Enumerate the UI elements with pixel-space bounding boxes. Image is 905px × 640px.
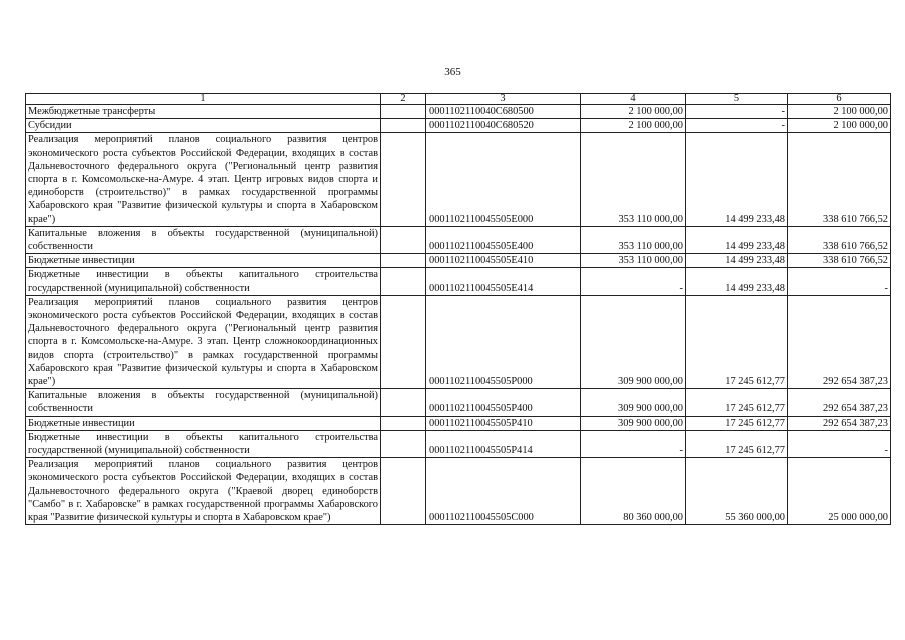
table-row [26, 105, 891, 119]
row-col2-cell [381, 389, 426, 416]
row-name-cell: Реализация мероприятий планов социального развития центров экономического роста субъектов Российской Федерации, входящих в состав Дальневосточного федерального округа ("Региональный центр развития спорта в г. Комсомольске-на-Амуре. 3 этап. Центр сложнокоординационных видов спорта (строительство)" в рамках государственной программы Хабаровского края "Развитие физической культуры и спорта в Хабаровском крае") [26, 295, 381, 388]
table-row [26, 254, 891, 268]
table-row [26, 389, 891, 416]
row-code-cell: 0001102110045505P400 [426, 389, 581, 416]
row-col4-cell: 353 110 000,00 [581, 133, 686, 226]
row-col5-cell: 14 499 233,48 [686, 254, 788, 268]
table-row [26, 416, 891, 430]
row-name-cell: Межбюджетные трансферты [26, 105, 381, 119]
row-code-cell: 0001102110045505P000 [426, 295, 581, 388]
row-col2-cell [381, 105, 426, 119]
row-code-cell: 0001102110045505E000 [426, 133, 581, 226]
row-col4-cell: - [581, 430, 686, 457]
row-code-cell: 0001102110040C680500 [426, 105, 581, 119]
row-col6-cell: 338 610 766,52 [788, 226, 891, 253]
row-col4-cell: 309 900 000,00 [581, 416, 686, 430]
row-col6-cell: 25 000 000,00 [788, 458, 891, 525]
row-col4-cell: 353 110 000,00 [581, 254, 686, 268]
row-col2-cell [381, 119, 426, 133]
row-col4-cell: - [581, 268, 686, 295]
page-number: 365 [444, 66, 461, 78]
row-col5-cell: - [686, 105, 788, 119]
row-name-cell: Капитальные вложения в объекты государственной (муниципальной) собственности [26, 226, 381, 253]
row-col4-cell: 309 900 000,00 [581, 295, 686, 388]
row-col2-cell [381, 226, 426, 253]
row-name-cell: Реализация мероприятий планов социального развития центров экономического роста субъектов Российской Федерации, входящих в состав Дальневосточного федерального округа ("Краевой дворец единоборств "Самбо" в г. Хабаровске" в рамках государственной программы Хабаровского края "Развитие физической культуры и спорта в Хабаровском крае") [26, 458, 381, 525]
table-row [26, 268, 891, 295]
row-name-cell: Капитальные вложения в объекты государственной (муниципальной) собственности [26, 389, 381, 416]
row-col5-cell: 17 245 612,77 [686, 416, 788, 430]
row-col5-cell: 14 499 233,48 [686, 226, 788, 253]
row-col2-cell [381, 416, 426, 430]
row-name-cell: Бюджетные инвестиции [26, 416, 381, 430]
row-col5-cell: 14 499 233,48 [686, 133, 788, 226]
column-header: 5 [686, 94, 788, 105]
row-col2-cell [381, 295, 426, 388]
row-col6-cell: - [788, 430, 891, 457]
row-col2-cell [381, 430, 426, 457]
row-code-cell: 0001102110045505E400 [426, 226, 581, 253]
column-header: 3 [426, 94, 581, 105]
row-col4-cell: 2 100 000,00 [581, 105, 686, 119]
row-col6-cell: 292 654 387,23 [788, 295, 891, 388]
row-name-cell: Бюджетные инвестиции в объекты капитального строительства государственной (муниципальной) собственности [26, 268, 381, 295]
row-col6-cell: 2 100 000,00 [788, 105, 891, 119]
row-code-cell: 0001102110045505P410 [426, 416, 581, 430]
table-row [26, 430, 891, 457]
row-col4-cell: 2 100 000,00 [581, 119, 686, 133]
row-col5-cell: 17 245 612,77 [686, 389, 788, 416]
row-col6-cell: 292 654 387,23 [788, 389, 891, 416]
row-name-cell: Субсидии [26, 119, 381, 133]
row-col6-cell: 292 654 387,23 [788, 416, 891, 430]
row-col6-cell: - [788, 268, 891, 295]
table-row [26, 119, 891, 133]
column-header: 2 [381, 94, 426, 105]
row-col4-cell: 353 110 000,00 [581, 226, 686, 253]
row-col6-cell: 338 610 766,52 [788, 254, 891, 268]
row-code-cell: 0001102110045505C000 [426, 458, 581, 525]
row-name-cell: Бюджетные инвестиции в объекты капитального строительства государственной (муниципальной) собственности [26, 430, 381, 457]
table-row [26, 133, 891, 226]
header-row [26, 94, 891, 105]
row-col5-cell: 14 499 233,48 [686, 268, 788, 295]
row-col5-cell: 55 360 000,00 [686, 458, 788, 525]
table-row [26, 458, 891, 525]
row-code-cell: 0001102110040C680520 [426, 119, 581, 133]
row-name-cell: Реализация мероприятий планов социального развития центров экономического роста субъектов Российской Федерации, входящих в состав Дальневосточного федерального округа ("Региональный центр развития спорта в г. Комсомольске-на-Амуре. 4 этап. Центр игровых видов спорта и единоборств (строительство)" в рамках государственной программы Хабаровского края "Развитие физической культуры и спорта в Хабаровском крае") [26, 133, 381, 226]
row-col2-cell [381, 254, 426, 268]
column-header: 4 [581, 94, 686, 105]
row-col4-cell: 309 900 000,00 [581, 389, 686, 416]
row-col2-cell [381, 268, 426, 295]
column-header: 6 [788, 94, 891, 105]
row-col6-cell: 2 100 000,00 [788, 119, 891, 133]
row-code-cell: 0001102110045505E414 [426, 268, 581, 295]
row-col2-cell [381, 458, 426, 525]
budget-table [25, 93, 891, 525]
row-col2-cell [381, 133, 426, 226]
row-col5-cell: - [686, 119, 788, 133]
table-row [26, 226, 891, 253]
row-code-cell: 0001102110045505P414 [426, 430, 581, 457]
row-code-cell: 0001102110045505E410 [426, 254, 581, 268]
column-header: 1 [26, 94, 381, 105]
row-col6-cell: 338 610 766,52 [788, 133, 891, 226]
row-col5-cell: 17 245 612,77 [686, 430, 788, 457]
row-col4-cell: 80 360 000,00 [581, 458, 686, 525]
table-row [26, 295, 891, 388]
row-col5-cell: 17 245 612,77 [686, 295, 788, 388]
row-name-cell: Бюджетные инвестиции [26, 254, 381, 268]
